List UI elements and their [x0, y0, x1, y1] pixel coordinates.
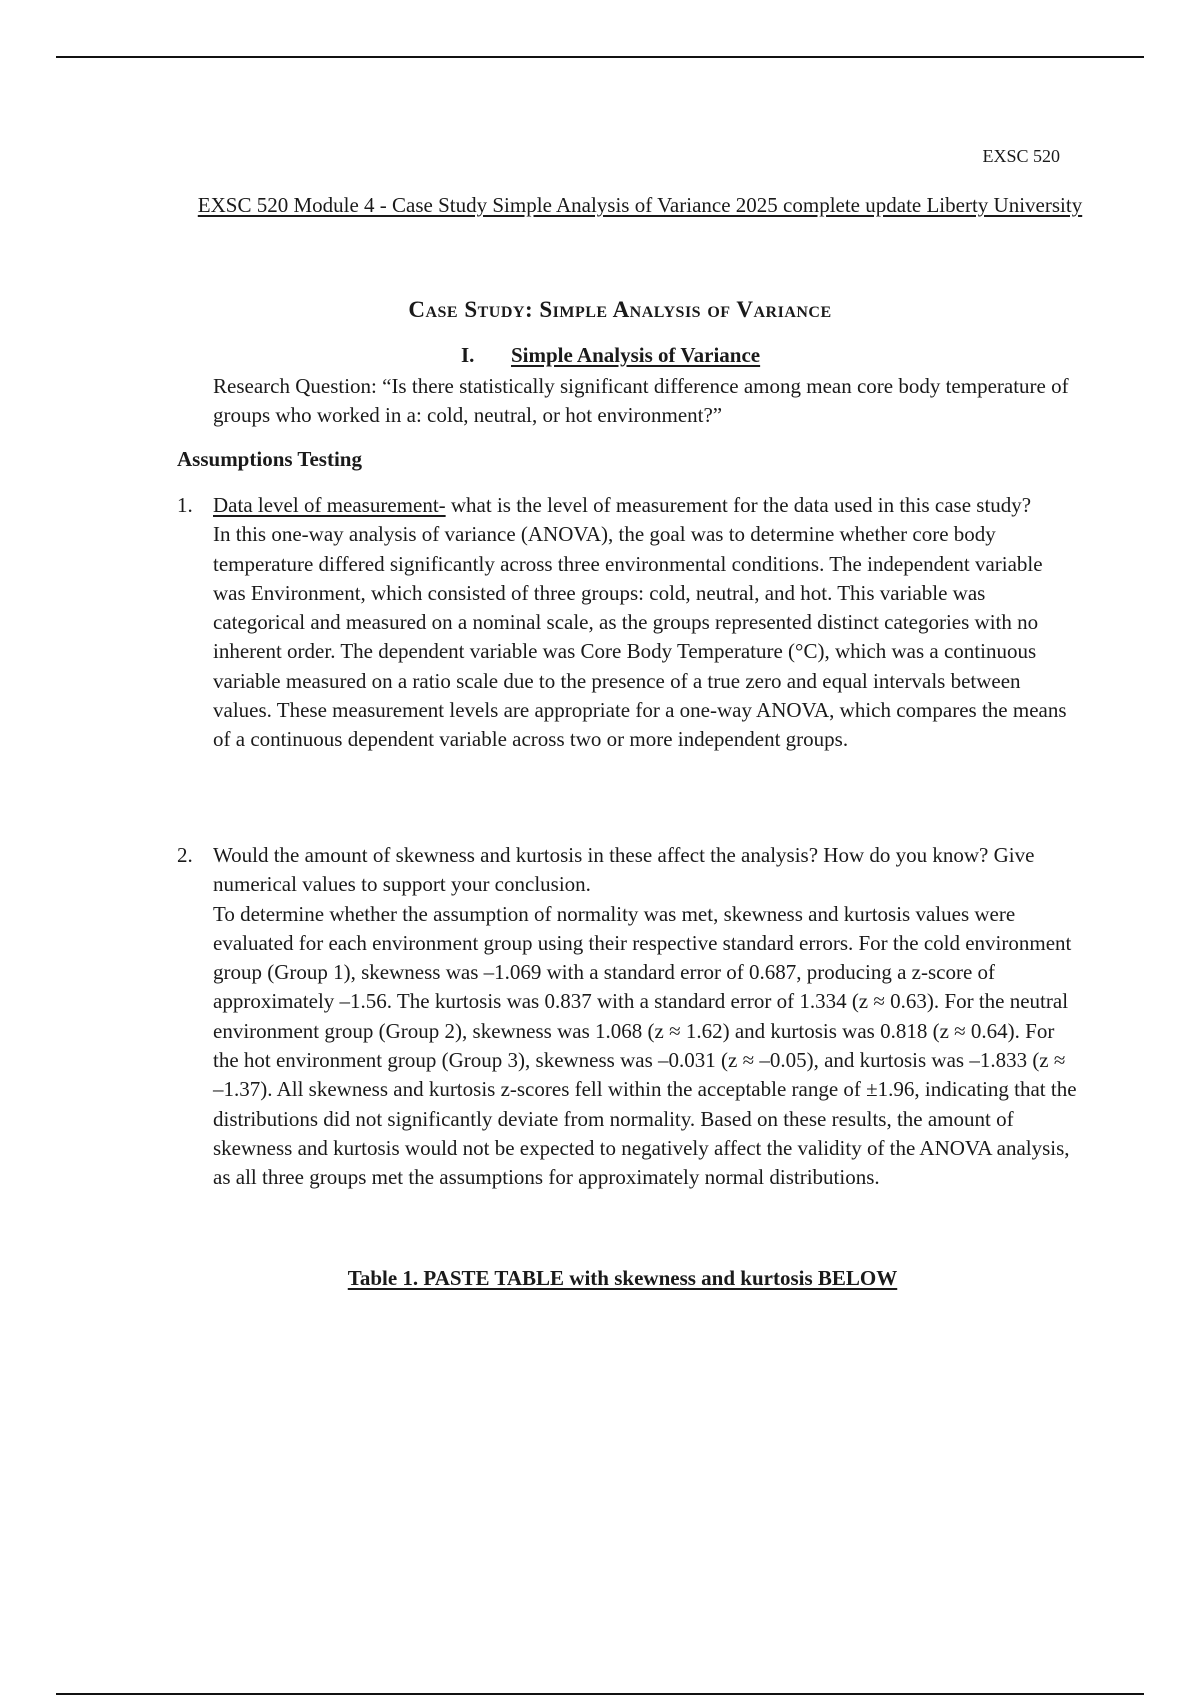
item-question: Would the amount of skewness and kurtosis in these affect the analysis? How do you know? Give numerical values to support your conclusion. [213, 843, 1035, 897]
item-answer: In this one-way analysis of variance (ANOVA), the goal was to determine whether core body temperature differed significantly across three environmental conditions. The independent variable was Environment, which consisted of three groups: cold, neutral, and hot. This variable was categorical and measured on a nominal scale, as the groups represented distinct categories with no inherent order. The dependent variable was Core Body Temperature (°C), which was a continuous variable measured on a ratio scale due to the presence of a true zero and equal intervals between values. These measurement levels are appropriate for a one-way ANOVA, which compares the means of a continuous dependent variable across two or more independent groups. [213, 522, 1067, 752]
research-question: Research Question: “Is there statistically significant difference among mean core body temperature of groups who worked in a: cold, neutral, or hot environment?” [213, 374, 1069, 427]
item-question [213, 491, 1077, 520]
list-item [177, 491, 1077, 755]
assumptions-heading: Assumptions Testing [177, 447, 362, 471]
list-item [177, 841, 1077, 1193]
item-answer: To determine whether the assumption of normality was met, skewness and kurtosis values were evaluated for each environment group using their respective standard errors. For the cold environment group (Group 1), skewness was –1.069 with a standard error of 0.687, producing a z-score of approximately –1.56. The kurtosis was 0.837 with a standard error of 1.334 (z ≈ 0.63). For the neutral environment group (Group 2), skewness was 1.068 (z ≈ 1.62) and kurtosis was 0.818 (z ≈ 0.64). For the hot environment group (Group 3), skewness was –0.031 (z ≈ –0.05), and kurtosis was –1.833 (z ≈ –1.37). All skewness and kurtosis z-scores fell within the acceptable range of ±1.96, indicating that the distributions did not significantly deviate from normality. Based on these results, the amount of skewness and kurtosis would not be expected to negatively affect the validity of the ANOVA analysis, as all three groups met the assumptions for approximately normal distributions. [213, 901, 1077, 1190]
section-number: I. [461, 343, 475, 367]
top-rule [56, 56, 1144, 58]
document-title: EXSC 520 Module 4 - Case Study Simple Analysis of Variance 2025 complete update Liberty University [197, 193, 1083, 217]
table-caption: Table 1. PASTE TABLE with skewness and kurtosis BELOW [347, 1266, 898, 1290]
section-title: Simple Analysis of Variance [511, 343, 761, 367]
bottom-rule [56, 1693, 1144, 1695]
section-heading [461, 343, 760, 368]
running-header: EXSC 520 [982, 146, 1060, 166]
item-number: 2. [177, 843, 193, 867]
item-number: 1. [177, 493, 193, 517]
case-study-heading: Case Study: Simple Analysis of Variance [408, 297, 832, 322]
question-rest: what is the level of measurement for the data used in this case study? [445, 493, 1032, 517]
question-lead: Data level of measurement- [213, 493, 446, 517]
